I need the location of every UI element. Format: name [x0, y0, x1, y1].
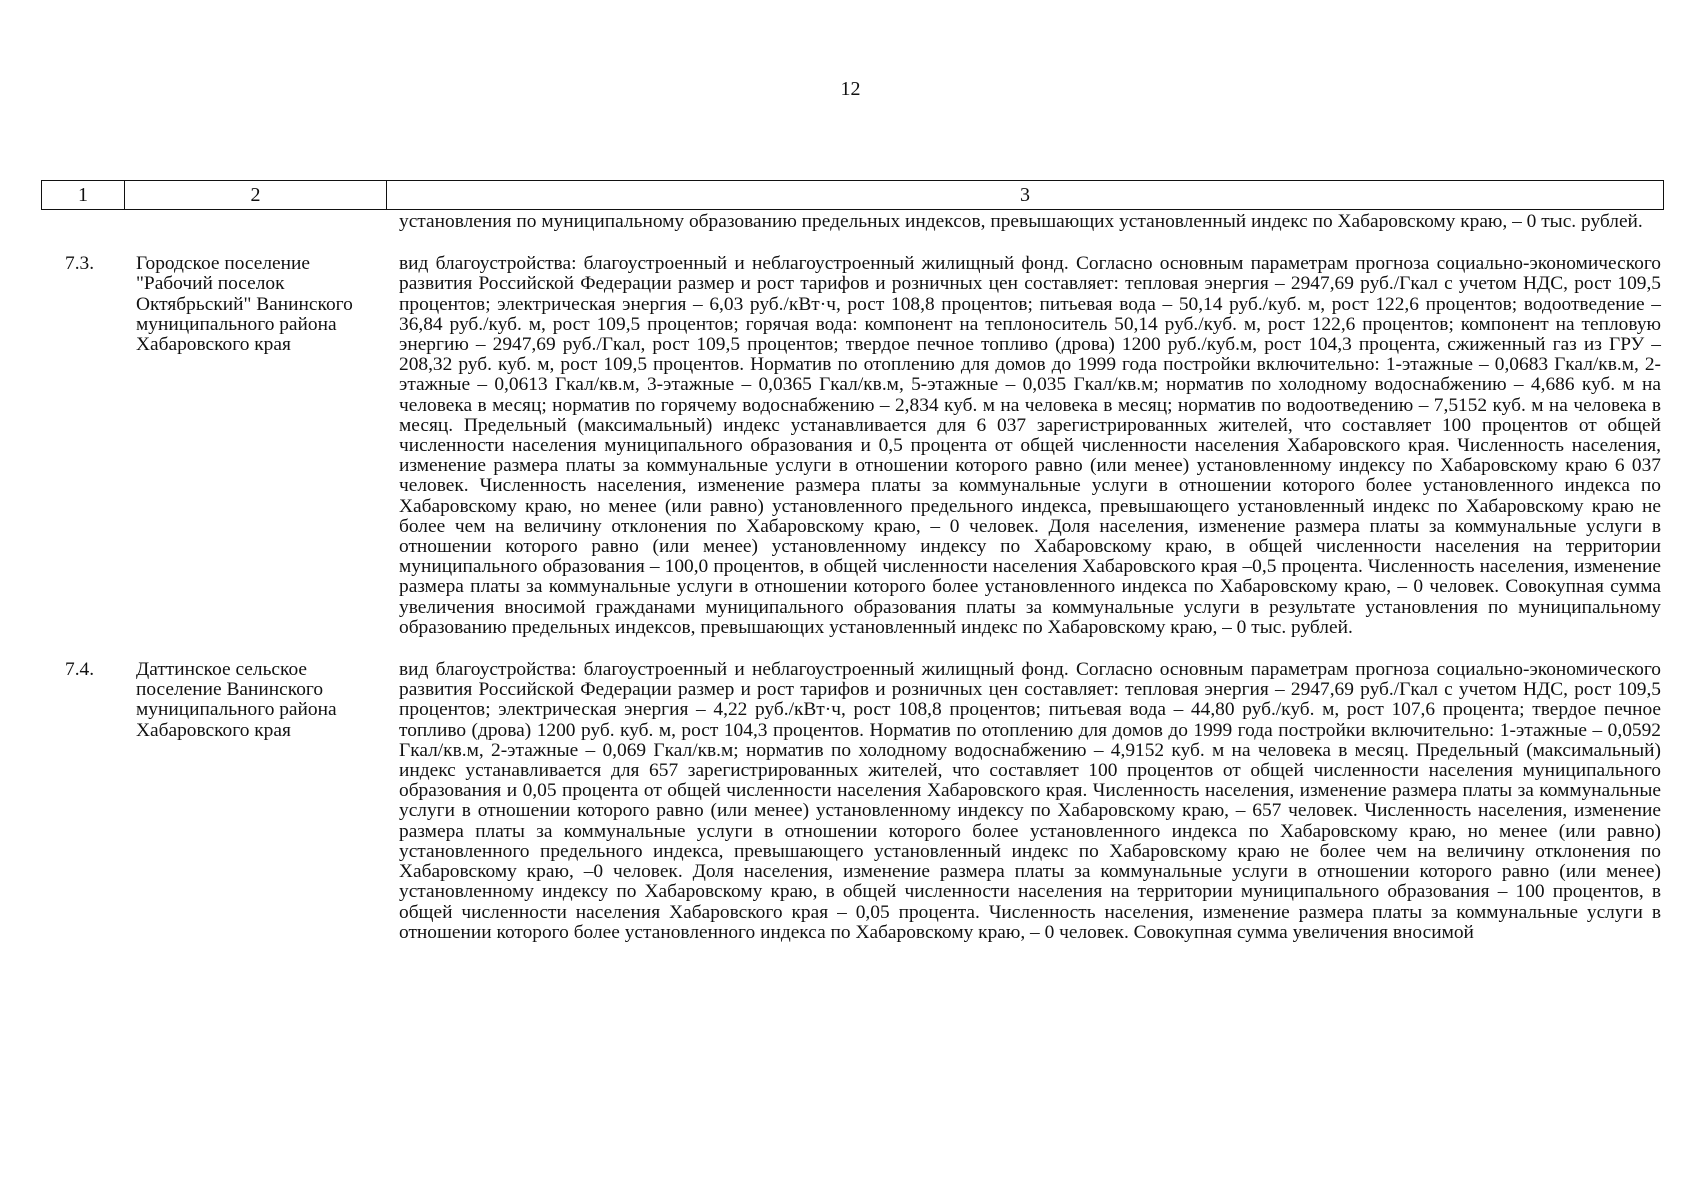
row-description: вид благоустройства: благоустроенный и неблагоустроенный жилищный фонд. Согласно основным параметрам прогноза социально-экономического развития Российской Федерации размер и рост тарифов и розничных цен составляет: тепловая энергия – 2947,69 руб./Гкал с учетом НДС, рост 109,5 процентов; электрическая энергия – 6,03 руб./кВт·ч, рост 108,8 процентов; питьевая вода – 50,14 руб./куб. м, рост 122,6 процентов; водоотведение – 36,84 руб./куб. м, рост 109,5 процентов; горячая вода: компонент на теплоноситель 50,14 руб./куб. м, рост 122,6 процентов; компонент на тепловую энергию – 2947,69 руб./Гкал, рост 109,5 процентов; твердое печное топливо (дрова) 1200 руб./куб.м, рост 104,3 процента, сжиженный газ из ГРУ – 208,32 руб. куб. м, рост 109,5 процентов. Норматив по отоплению для домов до 1999 года постройки включительно: 1-этажные – 0,0683 Гкал/кв.м, 2-этажные – 0,0613 Гкал/кв.м, 3-этажные – 0,0365 Гкал/кв.м, 5-этажные – 0,035 Гкал/кв.м; норматив по холодному водоснабжению – 4,686 куб. м на человека в месяц; норматив по горячему водоснабжению – 2,834 куб. м на человека в месяц; норматив по водоотведению – 7,5152 куб. м на человека в месяц. Предельный (максимальный) индекс устанавливается для 6 037 зарегистрированных жителей, что составляет 100 процентов от общей численности населения муниципального образования и 0,5 процента от общей численности населения Хабаровского края. Численность населения, изменение размера платы за коммунальные услуги в отношении которого равно (или менее) установленному индексу по Хабаровскому краю 6 037 человек. Численность населения, изменение размера платы за коммунальные услуги в отношении которого более установленного индекса по Хабаровскому краю, но менее (или равно) установленного предельного индекса, превышающего установленный индекс по Хабаровскому краю не более чем на величину отклонения по Хабаровскому краю, – 0 человек. Доля населения, изменение размера платы за коммунальные услуги в отношении которого равно (или менее) установленному индексу по Хабаровскому краю, в общей численности населения на территории муниципального образования – 100,0 процентов, в общей численности населения Хабаровского края –0,5 процента. Численность населения, изменение размера платы за коммунальные услуги в отношении которого более установленного индекса по Хабаровскому краю, – 0 человек. Совокупная сумма увеличения вносимой гражданами муниципального образования платы за коммунальные услуги в результате установления по муниципальному образованию предельных индексов, превышающих установленный индекс по Хабаровскому краю, – 0 тыс. рублей.: [399, 253, 1661, 638]
table-row: [41, 254, 1664, 638]
row-number: 7.3.: [65, 253, 95, 275]
header-cell-1: 1: [42, 181, 125, 209]
row-description: вид благоустройства: благоустроенный и неблагоустроенный жилищный фонд. Согласно основным параметрам прогноза социально-экономического развития Российской Федерации размер и рост тарифов и розничных цен составляет: тепловая энергия – 2947,69 руб./Гкал с учетом НДС, рост 109,5 процентов; электрическая энергия – 4,22 руб./кВт·ч, рост 108,8 процентов; питьевая вода – 44,80 руб./куб. м, рост 107,6 процента; твердое печное топливо (дрова) 1200 руб. куб. м, рост 104,3 процентов. Норматив по отоплению для домов до 1999 года постройки включительно: 1-этажные – 0,0592 Гкал/кв.м, 2-этажные – 0,069 Гкал/кв.м; норматив по холодному водоснабжению – 4,9152 куб. м на человека в месяц. Предельный (максимальный) индекс устанавливается для 657 зарегистрированных жителей, что составляет 100 процентов от общей численности населения муниципального образования и 0,05 процента от общей численности населения Хабаровского края. Численность населения, изменение размера платы за коммунальные услуги в отношении которого равно (или менее) установленному индексу по Хабаровскому краю, – 657 человек. Численность населения, изменение размера платы за коммунальные услуги в отношении которого более установленного индекса по Хабаровскому краю, но менее (или равно) установленного предельного индекса, превышающего установленный индекс по Хабаровскому краю не более чем на величину отклонения по Хабаровскому краю, –0 человек. Доля населения, изменение размера платы за коммунальные услуги в отношении которого равно (или менее) установленному индексу по Хабаровскому краю, в общей численности населения на территории муниципального образования – 100 процентов, в общей численности населения Хабаровского края – 0,05 процента. Численность населения, изменение размера платы за коммунальные услуги в отношении которого более установленного индекса по Хабаровскому краю, – 0 человек. Совокупная сумма увеличения вносимой: [399, 659, 1661, 943]
page-number: 12: [840, 78, 861, 100]
table-row: [41, 660, 1664, 943]
header-cell-2: 2: [125, 181, 387, 209]
row-number: 7.4.: [65, 659, 95, 681]
municipality-name: Городское поселение "Рабочий поселок Октябрьский" Ванинского муниципального района Хабаровского края: [136, 253, 353, 356]
header-cell-3: 3: [1020, 184, 1030, 206]
table-header: [41, 180, 1664, 210]
municipality-name: Даттинское сельское поселение Ванинского муниципального района Хабаровского края: [136, 659, 337, 741]
continuation-text: установления по муниципальному образованию предельных индексов, превышающих установленный индекс по Хабаровскому краю, – 0 тыс. рублей.: [399, 211, 1643, 232]
table-body: [41, 212, 1664, 943]
